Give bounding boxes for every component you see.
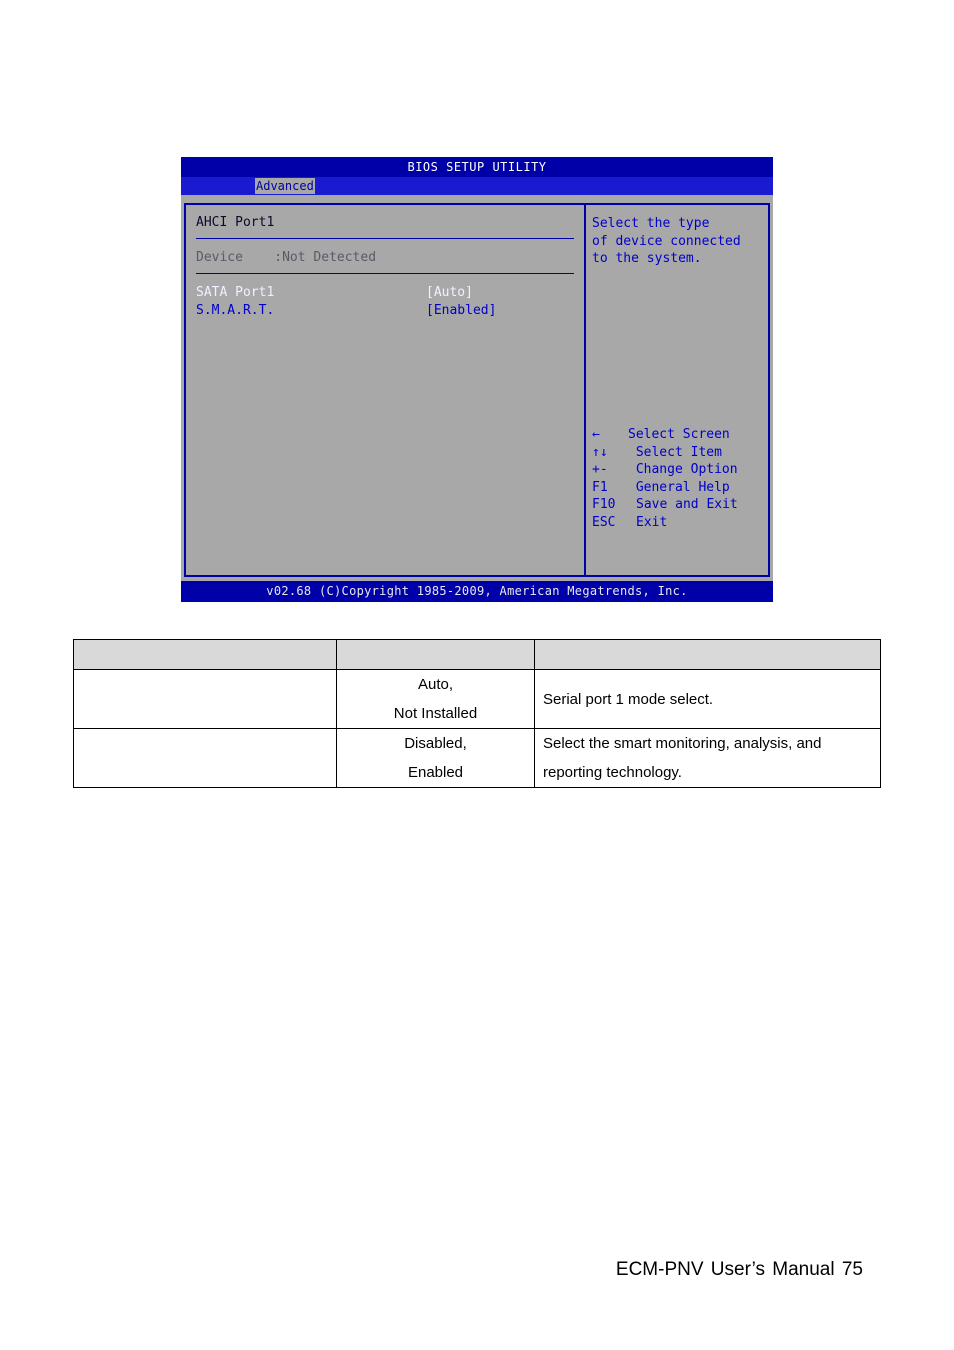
key-desc: Save and Exit bbox=[636, 497, 738, 512]
section-heading: AHCI Port1 bbox=[196, 215, 275, 230]
table-header-cell bbox=[337, 640, 535, 670]
key-row bbox=[592, 461, 738, 479]
description-cell: Serial port 1 mode select. bbox=[535, 670, 881, 729]
option-text: Auto, bbox=[417, 676, 454, 693]
device-status bbox=[196, 250, 376, 265]
option-text: Not Installed bbox=[393, 705, 478, 722]
key-desc: Exit bbox=[636, 514, 668, 530]
bios-copyright: v02.68 (C)Copyright 1985-2009, American Megatrends, Inc. bbox=[181, 581, 773, 602]
table-header-cell bbox=[535, 640, 881, 670]
device-value: :Not Detected bbox=[274, 250, 377, 265]
options-cell bbox=[337, 729, 535, 788]
key-row bbox=[592, 514, 738, 532]
key-desc: Select Screen bbox=[628, 427, 730, 442]
table-row bbox=[74, 670, 881, 729]
bios-screenshot bbox=[181, 157, 773, 602]
key-desc: Change Option bbox=[628, 462, 738, 477]
left-arrow-key: ← bbox=[592, 427, 600, 442]
option-text: Disabled, bbox=[404, 735, 467, 752]
device-label: Device bbox=[196, 250, 243, 265]
option-smart-value[interactable]: [Enabled] bbox=[426, 303, 497, 318]
option-sata-port1-value[interactable]: [Auto] bbox=[426, 285, 473, 300]
bios-main-panel bbox=[184, 203, 586, 577]
option-text: Enabled bbox=[407, 764, 464, 781]
key-legend bbox=[592, 426, 738, 531]
option-smart-label[interactable]: S.M.A.R.T. bbox=[196, 303, 275, 318]
up-down-arrow-key: ↑↓ bbox=[592, 444, 608, 460]
table-row bbox=[74, 729, 881, 788]
table-header-cell bbox=[74, 640, 337, 670]
page-footer: ECM-PNV User’s Manual 75 bbox=[615, 1259, 863, 1280]
divider bbox=[196, 238, 574, 239]
key-row bbox=[592, 444, 738, 462]
key-desc: General Help bbox=[628, 479, 730, 495]
bios-menubar bbox=[181, 177, 773, 195]
help-text: Select the type of device connected to the system. bbox=[592, 216, 741, 266]
esc-key: ESC bbox=[592, 514, 616, 530]
item-cell bbox=[74, 729, 337, 788]
bios-help-panel bbox=[584, 203, 770, 577]
description-cell: Select the smart monitoring, analysis, and reporting technology. bbox=[535, 729, 881, 788]
f10-key: F10 bbox=[592, 497, 616, 512]
options-cell bbox=[337, 670, 535, 729]
table-header-row bbox=[74, 640, 881, 670]
option-sata-port1-label[interactable]: SATA Port1 bbox=[196, 285, 275, 300]
key-row bbox=[592, 479, 738, 497]
key-row bbox=[592, 496, 738, 514]
key-row bbox=[592, 426, 738, 444]
options-table bbox=[73, 639, 881, 788]
plus-minus-key: +- bbox=[592, 462, 608, 477]
tab-advanced[interactable]: Advanced bbox=[256, 179, 314, 193]
f1-key: F1 bbox=[592, 479, 608, 495]
bios-title: BIOS SETUP UTILITY bbox=[181, 157, 773, 177]
divider bbox=[196, 273, 574, 274]
item-cell bbox=[74, 670, 337, 729]
key-desc: Select Item bbox=[628, 444, 722, 460]
